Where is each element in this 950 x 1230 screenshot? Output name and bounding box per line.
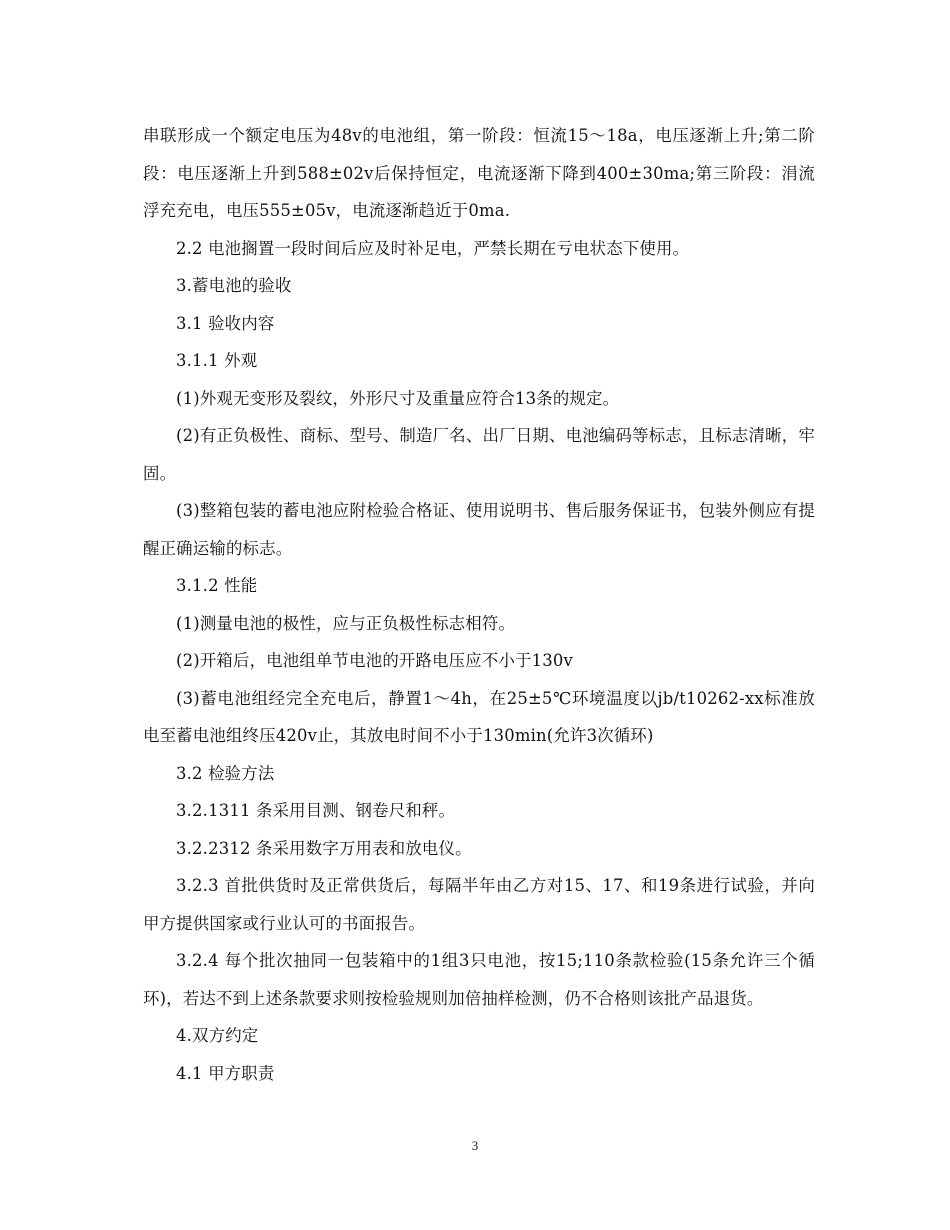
section-heading: 3.蓄电池的验收 xyxy=(176,276,292,295)
paragraph: 3.2.3 首批供货时及正常供货后，每隔半年由乙方对15、17、和19条进行试验，并向甲方提供国家或行业认可的书面报告。 xyxy=(143,876,815,933)
section-heading: 3.1.2 性能 xyxy=(176,576,258,595)
paragraph: (1)外观无变形及裂纹，外形尺寸及重量应符合13条的规定。 xyxy=(176,388,620,408)
paragraph: (3)蓄电池组经完全充电后，静置1～4h，在25±5℃环境温度以jb/t10262-xx标准放电至蓄电池组终压420v止，其放电时间不小于130min(允许3次循环) xyxy=(143,688,815,745)
section-heading: 4.双方约定 xyxy=(176,1026,259,1045)
page-number: 3 xyxy=(471,1138,479,1153)
paragraph: (2)有正负极性、商标、型号、制造厂名、出厂日期、电池编码等标志，且标志清晰，牢固。 xyxy=(143,426,815,483)
paragraph: 2.2 电池搁置一段时间后应及时补足电，严禁长期在亏电状态下使用。 xyxy=(176,238,690,258)
paragraph: 3.2.1311 条采用目测、钢卷尺和秤。 xyxy=(176,801,456,820)
section-heading: 3.2 检验方法 xyxy=(176,763,275,783)
paragraph: 串联形成一个额定电压为48v的电池组，第一阶段：恒流15～18a，电压逐渐上升;第二阶段：电压逐渐上升到588±02v后保持恒定，电流逐渐下降到400±30ma;第三阶段：涓流浮充充电，电压555±05v，电流逐渐趋近于0ma. xyxy=(143,126,815,220)
paragraph: 3.2.2312 条采用数字万用表和放电仪。 xyxy=(176,838,472,858)
section-heading: 3.1.1 外观 xyxy=(176,351,258,370)
document-body xyxy=(143,117,815,1092)
paragraph: 3.2.4 每个批次抽同一包装箱中的1组3只电池，按15;110条款检验(15条允许三个循环)，若达不到上述条款要求则按检验规则加倍抽样检测，仍不合格则该批产品退货。 xyxy=(143,951,815,1008)
paragraph: (1)测量电池的极性，应与正负极性标志相符。 xyxy=(176,613,516,633)
paragraph: (3)整箱包装的蓄电池应附检验合格证、使用说明书、售后服务保证书，包装外侧应有提醒正确运输的标志。 xyxy=(143,501,815,558)
paragraph: (2)开箱后，电池组单节电池的开路电压应不小于130v xyxy=(176,651,573,670)
section-heading: 4.1 甲方职责 xyxy=(176,1063,275,1083)
section-heading: 3.1 验收内容 xyxy=(176,313,275,333)
